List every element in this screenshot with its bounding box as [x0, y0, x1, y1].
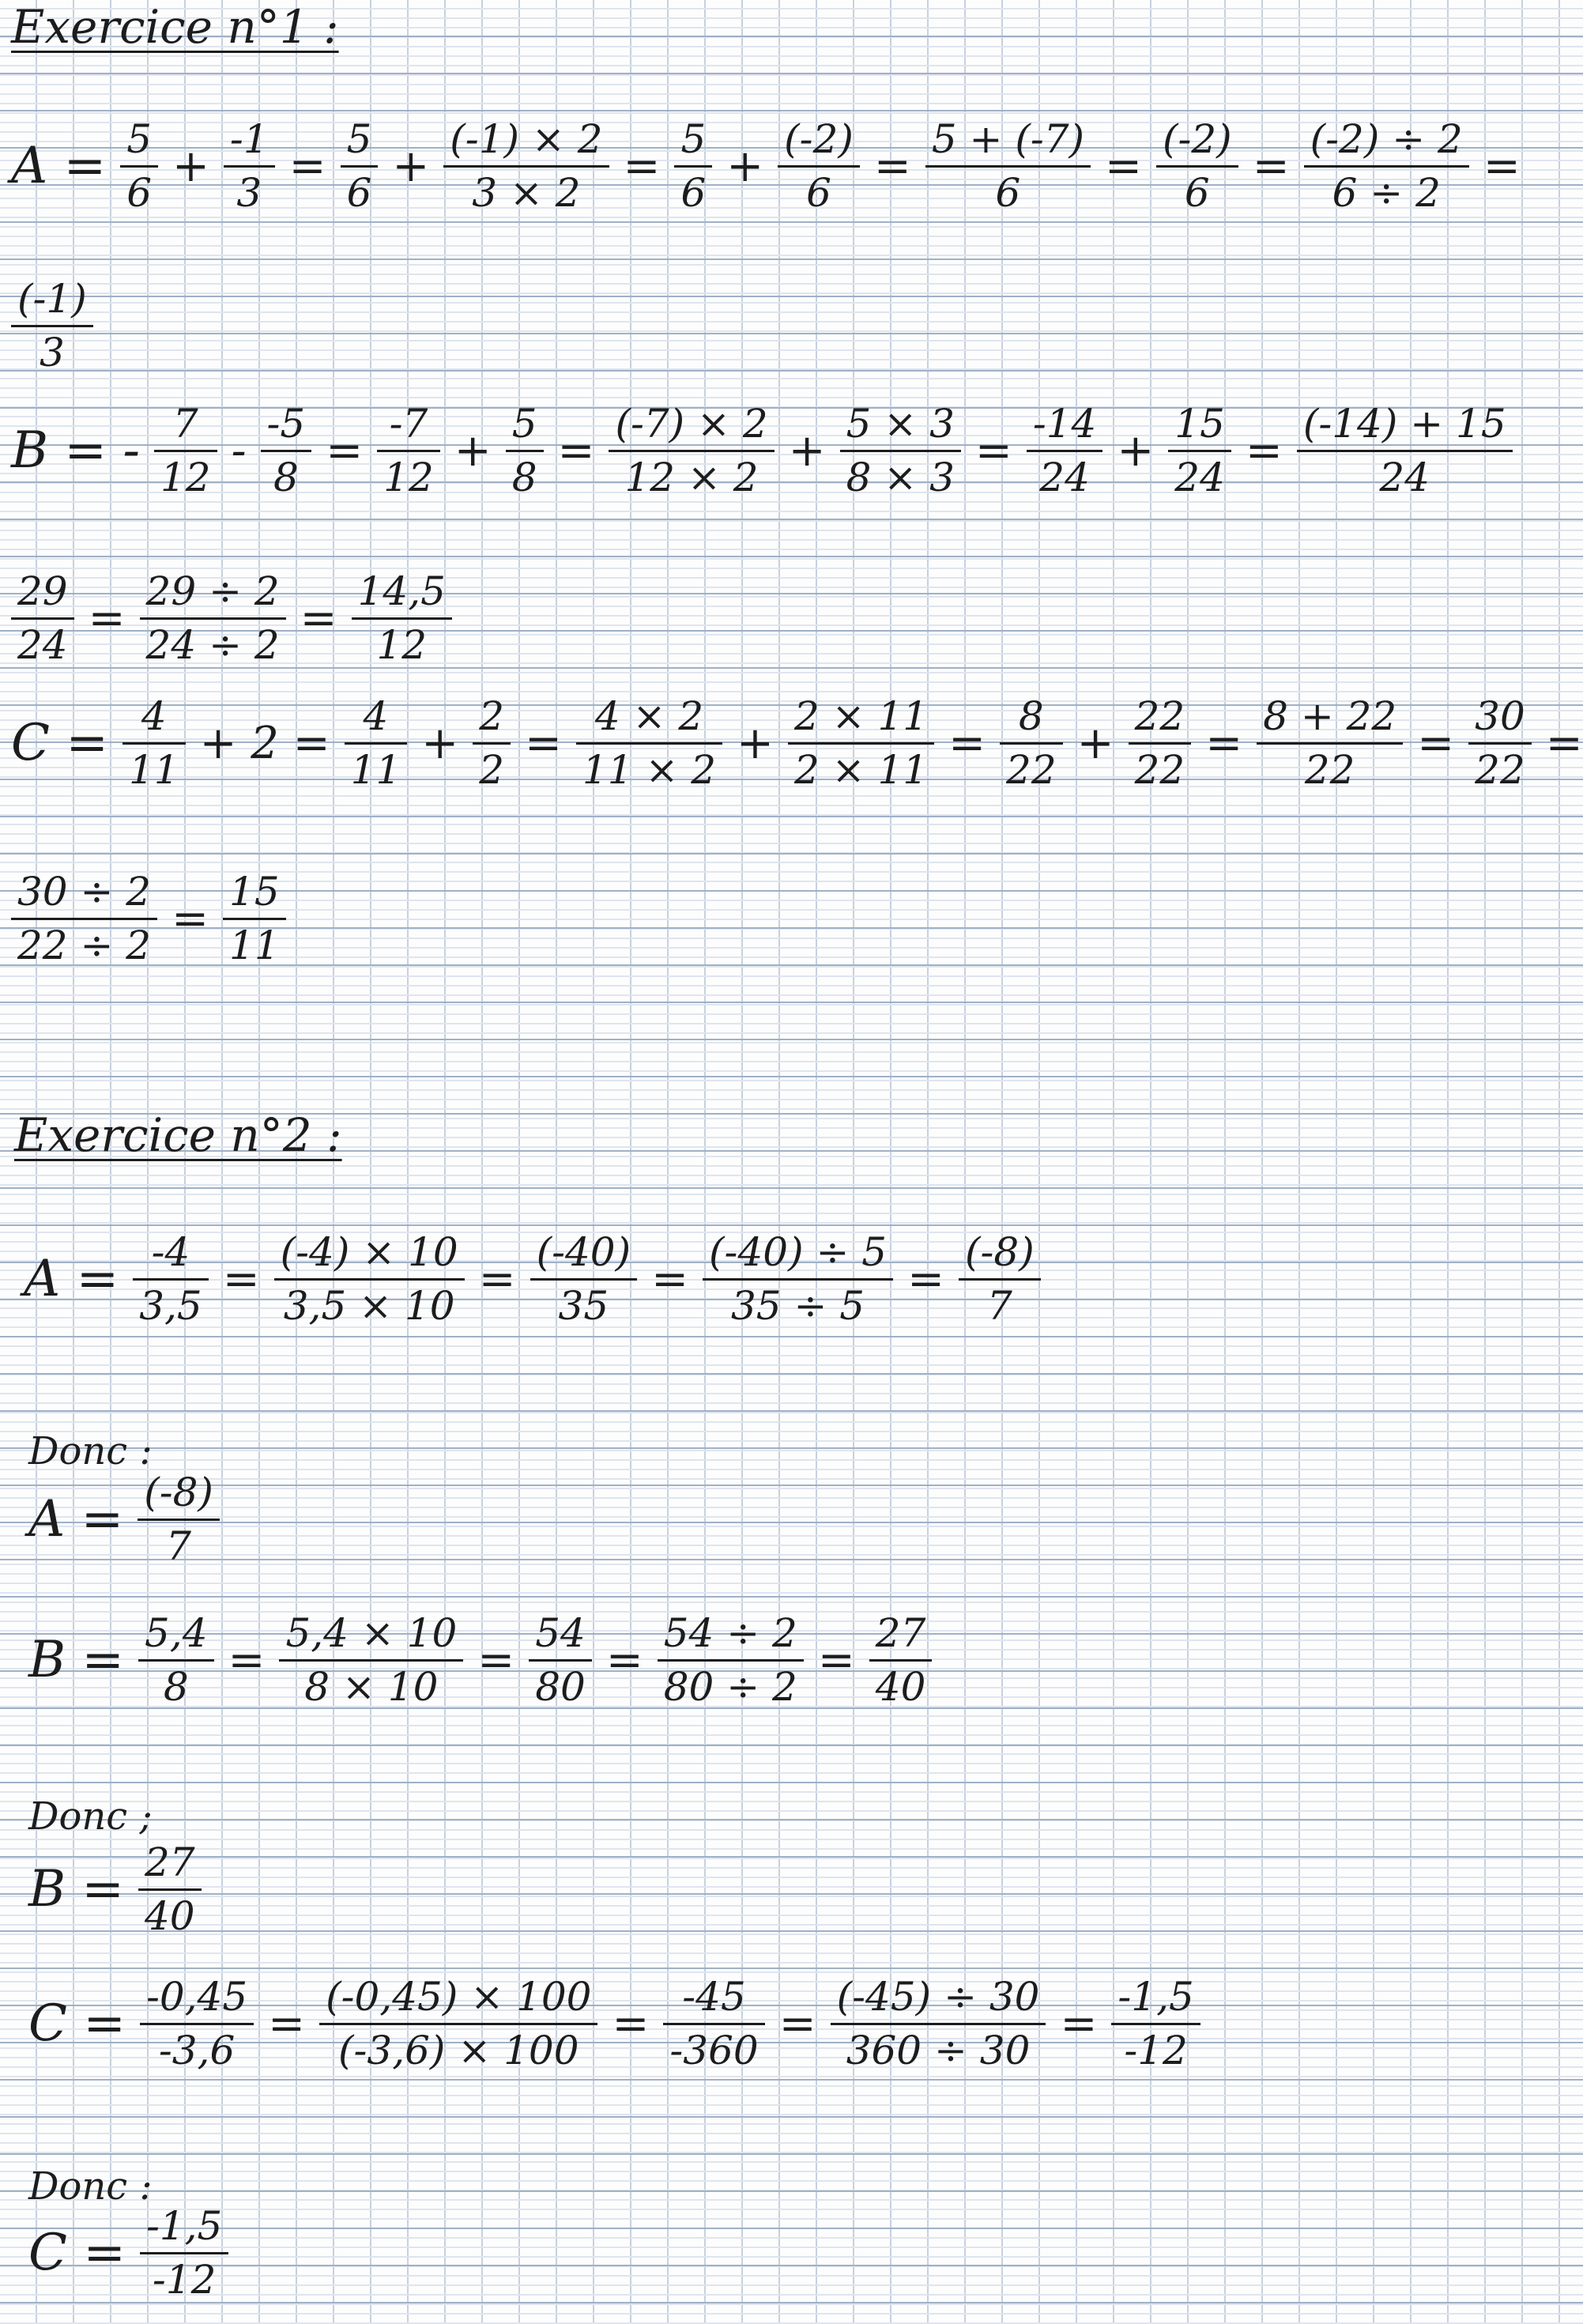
- fraction-bar: [576, 742, 722, 745]
- fraction-denominator: -3,6: [158, 2027, 236, 2073]
- expression-label: C =: [11, 714, 108, 772]
- fraction-denominator: 24: [17, 621, 68, 668]
- fraction: [140, 2203, 228, 2303]
- operator: =: [1483, 140, 1521, 192]
- fraction: [120, 116, 158, 216]
- operator: =: [817, 1634, 855, 1686]
- fraction: [274, 1229, 465, 1329]
- fraction-denominator: 6: [680, 169, 707, 216]
- fraction-numerator: -4: [151, 1229, 190, 1275]
- fraction-numerator: (-1): [17, 276, 87, 322]
- fraction: [352, 568, 452, 668]
- fraction-bar: [319, 2023, 597, 2025]
- fraction: [959, 1229, 1041, 1329]
- fraction: [377, 403, 440, 498]
- fraction-denominator: 22: [1134, 746, 1185, 793]
- expression-label: B = -: [11, 421, 140, 480]
- fraction-numerator: 27: [145, 1839, 195, 1885]
- fraction: [506, 403, 544, 498]
- fraction-numerator: 2 × 11: [793, 693, 929, 739]
- fraction: [1000, 693, 1063, 793]
- operator: =: [88, 592, 126, 644]
- fraction-bar: [154, 450, 217, 452]
- fraction-numerator: 4 × 2: [594, 693, 704, 739]
- fraction-bar: [1297, 450, 1513, 452]
- fraction-bar: [869, 1659, 933, 1662]
- fraction-bar: [1111, 2023, 1200, 2025]
- fraction-numerator: -1,5: [145, 2203, 223, 2249]
- fraction-numerator: 29: [17, 568, 68, 614]
- fraction-denominator: 12: [383, 454, 434, 500]
- ex1-line-c-continued: [11, 871, 286, 966]
- fraction: [122, 693, 186, 793]
- fraction-bar: [1304, 165, 1469, 168]
- fraction: [140, 1976, 254, 2071]
- operator: -: [231, 424, 247, 477]
- expression-label: A =: [24, 1250, 119, 1308]
- fraction: [1111, 1976, 1200, 2071]
- ex1-line-a: [11, 116, 1521, 216]
- fraction-bar: [224, 165, 275, 168]
- fraction-numerator: (-2): [1162, 116, 1232, 162]
- ex2-b-result: [28, 1839, 202, 1939]
- ex2-c-result: [28, 2203, 228, 2303]
- fraction-numerator: (-14) + 15: [1302, 401, 1506, 447]
- ex2-a-result: [28, 1469, 220, 1569]
- fraction-numerator: 8 + 22: [1263, 693, 1397, 739]
- result-label: A =: [28, 1490, 124, 1549]
- fraction-bar: [1168, 450, 1231, 452]
- fraction-denominator: 6 ÷ 2: [1332, 169, 1441, 216]
- fraction: [224, 116, 275, 216]
- fraction-bar: [140, 2252, 228, 2254]
- result-label: C =: [28, 2224, 126, 2282]
- fraction-numerator: (-4) × 10: [280, 1229, 458, 1275]
- fraction: [925, 116, 1091, 216]
- fraction: [1027, 403, 1103, 498]
- fraction-bar: [120, 165, 158, 168]
- fraction-numerator: -45: [682, 1974, 746, 2020]
- fraction-bar: [840, 450, 961, 452]
- fraction: [1304, 116, 1469, 216]
- fraction-bar: [1156, 165, 1238, 168]
- fraction: [11, 278, 93, 373]
- fraction-denominator: 7: [986, 1282, 1012, 1329]
- fraction-numerator: 15: [229, 869, 280, 915]
- operator: =: [477, 1634, 515, 1686]
- fraction-denominator: 40: [875, 1663, 926, 1710]
- operator: =: [171, 892, 209, 945]
- operator: =: [478, 1253, 516, 1305]
- fraction-bar: [274, 1278, 465, 1281]
- fraction-numerator: 14,5: [357, 568, 446, 614]
- fraction-denominator: 80 ÷ 2: [663, 1663, 797, 1710]
- operator: =: [557, 424, 595, 477]
- fraction-numerator: (-40): [536, 1229, 631, 1275]
- fraction-denominator: 8 × 10: [304, 1663, 439, 1710]
- fraction-denominator: 12: [160, 454, 211, 500]
- fraction: [1156, 116, 1238, 216]
- fraction-bar: [530, 1278, 638, 1281]
- operator: =: [1417, 717, 1455, 769]
- result-label: B =: [28, 1860, 124, 1918]
- operator: =: [222, 1253, 260, 1305]
- fraction-bar: [925, 165, 1091, 168]
- fraction-bar: [11, 918, 157, 920]
- fraction: [1129, 693, 1192, 793]
- exercise-1-title: Exercice n°1 :: [11, 0, 339, 54]
- operator: +: [1117, 424, 1155, 477]
- fraction-denominator: (-3,6) × 100: [338, 2027, 579, 2073]
- ex2-a-donc: Donc :: [28, 1429, 153, 1473]
- ex1-line-b-continued: [11, 568, 452, 668]
- fraction-numerator: (-1) × 2: [450, 116, 603, 162]
- fraction-bar: [674, 165, 712, 168]
- fraction-bar: [138, 1519, 220, 1521]
- fraction-numerator: -5: [266, 401, 306, 447]
- fraction-bar: [831, 2023, 1046, 2025]
- operator: =: [1252, 140, 1290, 192]
- operator: =: [612, 1998, 650, 2050]
- fraction-bar: [138, 1659, 214, 1662]
- fraction-denominator: 22: [1304, 746, 1355, 793]
- fraction-denominator: 40: [145, 1892, 195, 1939]
- fraction-denominator: 22: [1006, 746, 1057, 793]
- fraction-denominator: 3,5: [139, 1282, 202, 1329]
- operator: =: [1105, 140, 1142, 192]
- fraction-denominator: 35 ÷ 5: [731, 1282, 865, 1329]
- ex2-line-b: [28, 1610, 932, 1710]
- fraction-denominator: 7: [166, 1522, 191, 1569]
- fraction-bar: [345, 742, 408, 745]
- fraction-numerator: (-2): [784, 116, 854, 162]
- fraction: [154, 403, 217, 498]
- fraction-denominator: 6: [1184, 169, 1210, 216]
- fraction: [133, 1229, 209, 1329]
- ex2-line-c: [28, 1976, 1200, 2071]
- fraction: [138, 1610, 214, 1710]
- operator: =: [525, 717, 562, 769]
- fraction-numerator: 8: [1018, 693, 1044, 739]
- fraction-denominator: 11: [229, 922, 280, 968]
- fraction-denominator: 11 × 2: [582, 746, 717, 793]
- fraction-denominator: 2 × 11: [793, 746, 929, 793]
- fraction-denominator: 2: [479, 746, 504, 793]
- operator: +: [726, 140, 764, 192]
- fraction-bar: [223, 918, 286, 920]
- fraction: [1468, 693, 1532, 793]
- fraction-bar: [473, 742, 511, 745]
- fraction: [319, 1976, 597, 2071]
- fraction-denominator: 12: [376, 621, 428, 668]
- fraction-denominator: 35: [558, 1282, 609, 1329]
- operator: =: [907, 1253, 944, 1305]
- fraction-bar: [658, 1659, 804, 1662]
- fraction-numerator: 5,4: [145, 1610, 208, 1656]
- fraction: [11, 871, 157, 966]
- fraction-numerator: 4: [363, 693, 389, 739]
- fraction-numerator: (-2) ÷ 2: [1310, 116, 1463, 162]
- fraction-numerator: 30 ÷ 2: [17, 869, 152, 915]
- fraction-numerator: 22: [1134, 693, 1185, 739]
- fraction-denominator: 6: [346, 169, 372, 216]
- fraction-bar: [1257, 742, 1403, 745]
- fraction-denominator: -12: [1124, 2027, 1188, 2073]
- fraction-numerator: 7: [172, 401, 198, 447]
- fraction-denominator: -360: [669, 2027, 759, 2073]
- fraction: [530, 1229, 638, 1329]
- fraction-numerator: 15: [1174, 401, 1225, 447]
- fraction-denominator: 22 ÷ 2: [17, 922, 152, 968]
- operator: =: [1245, 424, 1283, 477]
- fraction-bar: [1027, 450, 1103, 452]
- fraction-numerator: 5,4 × 10: [285, 1610, 458, 1656]
- fraction-numerator: -7: [389, 401, 428, 447]
- fraction-numerator: 54 ÷ 2: [663, 1610, 797, 1656]
- fraction: [443, 116, 609, 216]
- operator: =: [948, 717, 986, 769]
- fraction: [261, 403, 312, 498]
- fraction: [840, 403, 961, 498]
- fraction-bar: [506, 450, 544, 452]
- operator: =: [1060, 1998, 1098, 2050]
- fraction-bar: [1468, 742, 1532, 745]
- fraction-numerator: (-7) × 2: [615, 401, 768, 447]
- operator: =: [605, 1634, 643, 1686]
- fraction: [223, 871, 286, 966]
- operator: + 2 =: [199, 717, 330, 769]
- fraction-numerator: (-8): [144, 1469, 213, 1515]
- operator: +: [454, 424, 492, 477]
- fraction-denominator: 24: [1174, 454, 1225, 500]
- fraction: [138, 1839, 202, 1939]
- fraction-bar: [1129, 742, 1192, 745]
- fraction-bar: [138, 1888, 202, 1891]
- fraction-numerator: -0,45: [145, 1974, 248, 2020]
- fraction-numerator: -1: [229, 116, 269, 162]
- fraction-bar: [140, 2023, 254, 2025]
- fraction: [473, 693, 511, 793]
- operator: =: [778, 1998, 816, 2050]
- fraction: [138, 1469, 220, 1569]
- fraction-bar: [778, 165, 860, 168]
- ex2-b-donc: Donc ;: [28, 1794, 153, 1839]
- fraction: [279, 1610, 463, 1710]
- operator: =: [228, 1634, 266, 1686]
- fraction: [341, 116, 379, 216]
- operator: =: [1545, 717, 1583, 769]
- fraction-bar: [133, 1278, 209, 1281]
- fraction-numerator: 5: [511, 401, 537, 447]
- fraction-bar: [122, 742, 186, 745]
- fraction-bar: [959, 1278, 1041, 1281]
- fraction: [1297, 403, 1513, 498]
- fraction: [788, 693, 934, 793]
- fraction-denominator: 8: [511, 454, 537, 500]
- ex1-line-a-continued: [11, 278, 93, 373]
- fraction-denominator: 24: [1379, 454, 1430, 500]
- ex1-line-c: [11, 693, 1583, 793]
- fraction-denominator: 11: [350, 746, 401, 793]
- operator: +: [421, 717, 459, 769]
- fraction-denominator: 8: [273, 454, 299, 500]
- fraction-denominator: 12 × 2: [624, 454, 759, 500]
- fraction: [11, 568, 74, 668]
- fraction-numerator: 29 ÷ 2: [145, 568, 280, 614]
- fraction: [140, 568, 286, 668]
- fraction-denominator: 6: [126, 169, 152, 216]
- fraction-numerator: 30: [1475, 693, 1525, 739]
- fraction-denominator: 24: [1039, 454, 1090, 500]
- fraction-bar: [352, 617, 452, 620]
- fraction: [869, 1610, 933, 1710]
- fraction: [778, 116, 860, 216]
- ex1-line-b: [11, 403, 1513, 498]
- operator: +: [172, 140, 209, 192]
- operator: +: [392, 140, 430, 192]
- fraction-denominator: 3,5 × 10: [283, 1282, 455, 1329]
- fraction-numerator: (-40) ÷ 5: [709, 1229, 888, 1275]
- fraction-denominator: 3: [236, 169, 262, 216]
- fraction-bar: [443, 165, 609, 168]
- fraction-bar: [261, 450, 312, 452]
- fraction-denominator: 3 × 2: [472, 169, 581, 216]
- fraction-numerator: 4: [141, 693, 167, 739]
- operator: =: [300, 592, 337, 644]
- fraction-numerator: -14: [1032, 401, 1097, 447]
- operator: =: [326, 424, 364, 477]
- fraction-denominator: 22: [1475, 746, 1525, 793]
- fraction: [658, 1610, 804, 1710]
- fraction: [831, 1976, 1046, 2071]
- expression-label: A =: [11, 137, 107, 195]
- fraction-numerator: -1,5: [1118, 1974, 1194, 2020]
- fraction: [674, 116, 712, 216]
- fraction-bar: [377, 450, 440, 452]
- fraction-bar: [279, 1659, 463, 1662]
- fraction: [576, 693, 722, 793]
- fraction: [703, 1229, 893, 1329]
- fraction: [345, 693, 408, 793]
- operator: +: [788, 424, 826, 477]
- operator: =: [268, 1998, 306, 2050]
- operator: =: [974, 424, 1012, 477]
- operator: =: [873, 140, 911, 192]
- fraction: [1168, 403, 1231, 498]
- fraction-numerator: 5: [680, 116, 707, 162]
- fraction-bar: [609, 450, 774, 452]
- fraction-numerator: 5 × 3: [846, 401, 955, 447]
- fraction: [609, 403, 774, 498]
- fraction-numerator: (-0,45) × 100: [326, 1974, 592, 2020]
- fraction: [529, 1610, 592, 1710]
- fraction-bar: [663, 2023, 764, 2025]
- fraction: [1257, 693, 1403, 793]
- operator: =: [623, 140, 661, 192]
- fraction-denominator: 360 ÷ 30: [846, 2027, 1031, 2073]
- fraction-bar: [788, 742, 934, 745]
- fraction: [663, 1976, 764, 2071]
- operator: =: [651, 1253, 689, 1305]
- fraction-numerator: 2: [479, 693, 504, 739]
- fraction-bar: [11, 325, 93, 327]
- operator: =: [1205, 717, 1243, 769]
- operator: +: [737, 717, 774, 769]
- fraction-denominator: 11: [128, 746, 179, 793]
- ex2-line-a: [24, 1229, 1041, 1329]
- exercise-2-title: Exercice n°2 :: [14, 1108, 342, 1162]
- fraction-bar: [341, 165, 379, 168]
- fraction-bar: [1000, 742, 1063, 745]
- fraction-numerator: 5: [126, 116, 152, 162]
- fraction-bar: [140, 617, 286, 620]
- fraction-numerator: (-45) ÷ 30: [836, 1974, 1040, 2020]
- fraction-numerator: 5: [346, 116, 372, 162]
- fraction-numerator: 27: [875, 1610, 926, 1656]
- fraction-denominator: -12: [152, 2256, 217, 2303]
- expression-label: C =: [28, 1994, 126, 2053]
- fraction-bar: [529, 1659, 592, 1662]
- fraction-numerator: 54: [535, 1610, 586, 1656]
- fraction-denominator: 80: [535, 1663, 586, 1710]
- operator: =: [288, 140, 326, 192]
- fraction-denominator: 6: [806, 169, 831, 216]
- fraction-denominator: 3: [39, 329, 65, 375]
- fraction-numerator: (-8): [965, 1229, 1035, 1275]
- fraction-numerator: 5 + (-7): [931, 116, 1085, 162]
- fraction-denominator: 8: [163, 1663, 189, 1710]
- fraction-bar: [703, 1278, 893, 1281]
- fraction-denominator: 24 ÷ 2: [145, 621, 280, 668]
- fraction-denominator: 6: [995, 169, 1021, 216]
- fraction-denominator: 8 × 3: [846, 454, 955, 500]
- fraction-bar: [11, 617, 74, 620]
- operator: +: [1076, 717, 1114, 769]
- expression-label: B =: [28, 1631, 124, 1689]
- ex2-c-donc: Donc :: [28, 2164, 153, 2209]
